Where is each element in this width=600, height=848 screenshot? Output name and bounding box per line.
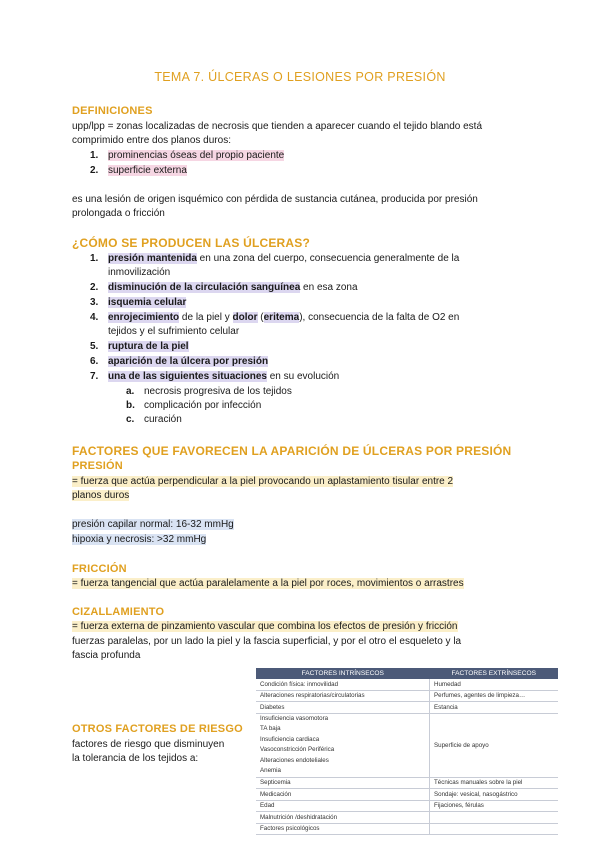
cizallamiento-line-3: fascia profunda (72, 650, 141, 661)
table-cell: Malnutrición /deshidratación (256, 812, 430, 824)
table-row (256, 823, 558, 835)
definiciones-line-1: upp/lpp = zonas localizadas de necrosis que tienden a aparecer cuando el tejido blando está (72, 121, 483, 132)
table-cell: Septicemia (256, 777, 430, 789)
hipoxia-necrosis: hipoxia y necrosis: >32 mmHg (72, 534, 207, 545)
header-extrinsecos: FACTORES EXTRÍNSECOS (430, 668, 559, 679)
list-item: 2. superficie externa (90, 165, 187, 176)
factores-heading: FACTORES QUE FAVORECEN LA APARICIÓN DE ÚLCERAS POR PRESIÓN (72, 444, 512, 458)
otros-factores-line-2: la tolerancia de los tejidos a: (72, 753, 199, 764)
list-item: 4. enrojecimiento de la piel y dolor (eritema), consecuencia de la falta de O2 en (90, 312, 460, 323)
cizallamiento-heading: CIZALLAMIENTO (72, 606, 165, 618)
friccion-line-1: = fuerza tangencial que actúa paralelamente a la piel por roces, movimientos o arrastres (72, 578, 464, 589)
table-row (256, 800, 558, 812)
group-item: Vasoconstricción Periférica (260, 746, 335, 753)
table-row (256, 713, 558, 777)
table-cell: Humedad (430, 679, 559, 690)
otros-factores-line-1: factores de riesgo que disminuyen (72, 739, 225, 750)
table-cell-group (256, 713, 430, 777)
table-row (256, 702, 558, 714)
presion-line-1: = fuerza que actúa perpendicular a la piel provocando un aplastamiento tisular entre 2 (72, 476, 454, 487)
cizallamiento-line-2: fuerzas paralelas, por un lado la piel y la fascia superficial, y por el otro el esqueleto y la (72, 636, 462, 647)
presion-capilar: presión capilar normal: 16-32 mmHg (72, 519, 234, 530)
table-row (256, 690, 558, 702)
group-item: Insuficiencia vasomotora (260, 714, 329, 722)
list-item: 1. prominencias óseas del propio paciente (90, 150, 285, 161)
sub-list-item: c. curación (126, 414, 182, 425)
table-cell: Condición física: inmovilidad (256, 679, 430, 690)
table-cell (430, 812, 559, 824)
page-title: TEMA 7. ÚLCERAS O LESIONES POR PRESIÓN (154, 70, 446, 84)
table-cell: Alteraciones respiratorias/circulatorias (256, 690, 430, 702)
list-item: 1. presión mantenida en una zona del cuerpo, consecuencia generalmente de la (90, 253, 460, 264)
table-row (256, 777, 558, 789)
list-item-continuation: inmovilización (108, 267, 171, 278)
definiciones-line-2: comprimido entre dos planos duros: (72, 135, 231, 146)
presion-line-2: planos duros (72, 490, 130, 501)
definicion-paragraph-2: prolongada o fricción (72, 208, 165, 219)
table-row (256, 679, 558, 690)
table-row (256, 789, 558, 801)
presion-heading: PRESIÓN (72, 460, 123, 472)
group-item: TA baja (260, 725, 281, 732)
table-cell: Diabetes (256, 702, 430, 714)
list-item: 6. aparición de la úlcera por presión (90, 356, 269, 367)
table-cell: Edad (256, 800, 430, 812)
cizallamiento-line-1: = fuerza externa de pinzamiento vascular que combina los efectos de presión y fricción (72, 621, 458, 632)
group-item: Insuficiencia cardiaca (260, 735, 320, 743)
table-row (256, 812, 558, 824)
list-item: 5. ruptura de la piel (90, 341, 189, 352)
list-item-continuation: tejidos y el sufrimiento celular (108, 326, 240, 337)
list-item: 2. disminución de la circulación sanguínea en esa zona (90, 282, 358, 293)
table-cell: Estancia (430, 702, 559, 714)
definiciones-heading: DEFINICIONES (72, 105, 153, 117)
otros-factores-heading: OTROS FACTORES DE RIESGO (72, 723, 243, 735)
friccion-heading: FRICCIÓN (72, 563, 127, 575)
header-intrinsecos: FACTORES INTRÍNSECOS (256, 668, 430, 679)
group-item: Anemia (260, 767, 281, 774)
table-cell: Factores psicológicos (256, 823, 430, 835)
como-heading: ¿CÓMO SE PRODUCEN LAS ÚLCERAS? (72, 236, 311, 250)
table-cell: Perfumes, agentes de limpieza… (430, 690, 559, 702)
table-cell (430, 823, 559, 835)
table-header-row (256, 668, 558, 679)
list-item: 3. isquemia celular (90, 297, 187, 308)
table-cell: Fijaciones, férulas (430, 800, 559, 812)
table-cell: Medicación (256, 789, 430, 801)
group-item: Alteraciones endoteliales (260, 756, 329, 764)
risk-factors-table (256, 668, 558, 835)
definicion-paragraph-1: es una lesión de origen isquémico con pérdida de sustancia cutánea, producida por presión (72, 194, 478, 205)
table-cell: Técnicas manuales sobre la piel (430, 777, 559, 789)
list-item: 7. una de las siguientes situaciones en su evolución (90, 371, 340, 382)
table-cell: Sondaje: vesical, nasogástrico (430, 789, 559, 801)
table-cell: Superficie de apoyo (430, 713, 559, 777)
sub-list-item: b. complicación por infección (126, 400, 262, 411)
sub-list-item: a. necrosis progresiva de los tejidos (126, 386, 292, 397)
